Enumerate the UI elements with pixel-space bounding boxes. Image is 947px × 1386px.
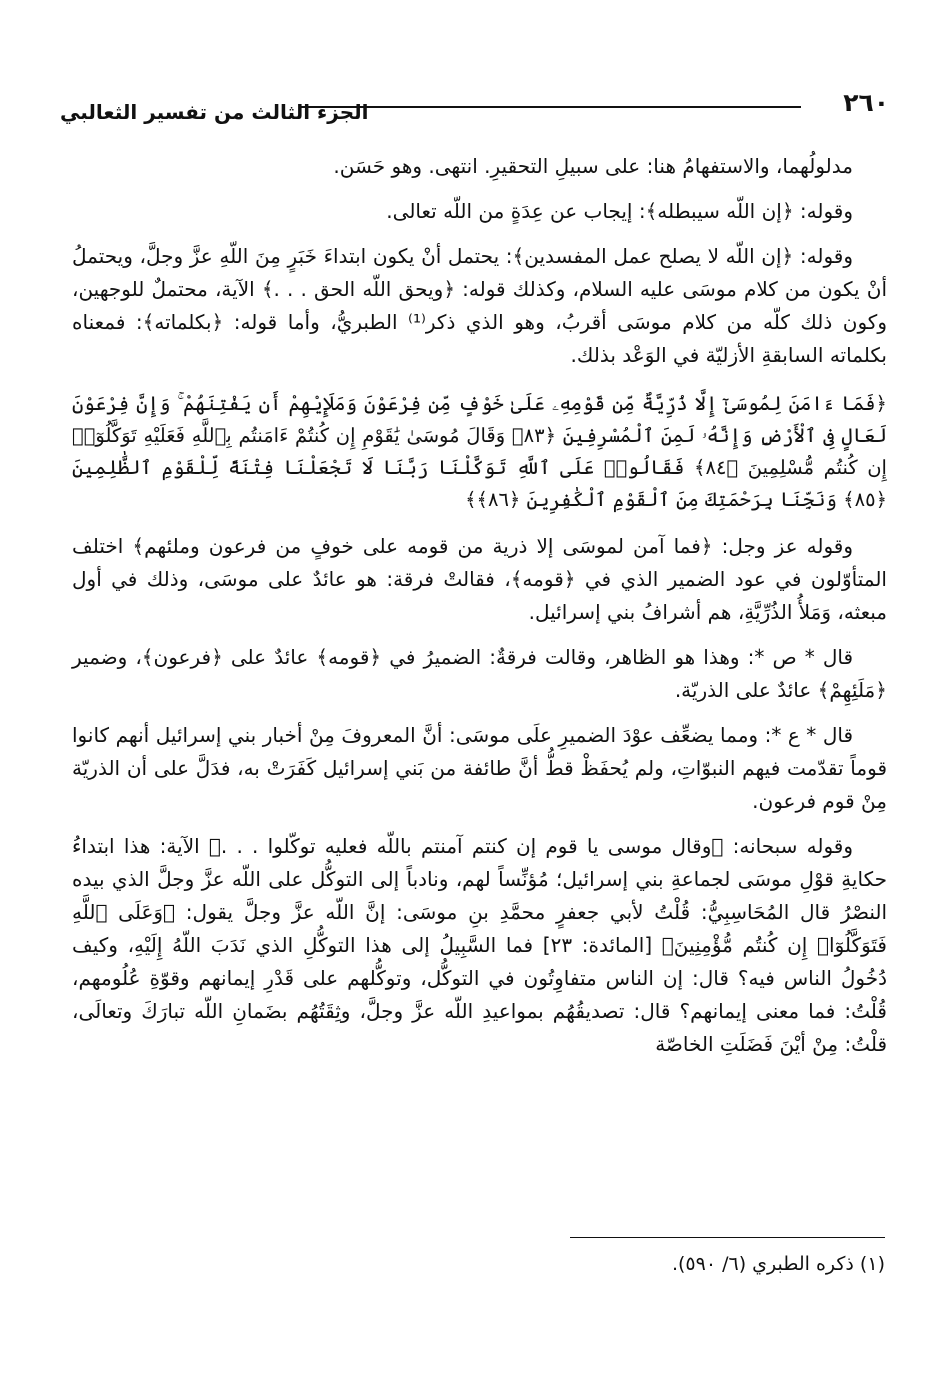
paragraph-6: قال * ص *: وهذا هو الظاهر، وقالت فرقةٌ: الضميرُ في ﴿قومه﴾ عائدٌ على ﴿فرعون﴾، وضمير ﴿مَلَئِهِمْ﴾ عائدٌ على الذريّة. [72, 645, 887, 702]
paragraph-1: مدلولُهما، والاستفهامُ هنا: على سبيلِ التحقيرِ. انتهى. وهو حَسَن. [333, 154, 853, 178]
footnote: (١) ذكره الطبري (٦/ ٥٩٠). [671, 1253, 885, 1275]
paragraph-2: وقوله: ﴿إن اللّه سيبطله﴾: إيجاب عن عِدَةٍ من اللّه تعالى. [386, 199, 853, 223]
paragraph-3: وقوله: ﴿إن اللّه لا يصلح عمل المفسدين﴾: يحتمل أنْ يكون ابتداءَ خَبَرٍ مِنَ اللّهِ عزَّ وجلَّ، ويحتملُ أنْ يكون من كلام موسَى عليه السلام، وكذلك قوله: ﴿ويحق اللّه الحق . . .﴾ الآية، محتملٌ للوجهين، وكون ذلك كلّه من كلام موسَى أقربُ، وهو الذي ذكر⁽¹⁾ الطبريُّ، وأما قوله: ﴿بكلماته﴾: فمعناه بكلماته السابقةِ الأزليّة في الوَعْد بذلك. [72, 244, 887, 367]
header-rule [300, 106, 801, 108]
paragraph-8: وقوله سبحانه: ﴿وقال موسى يا قوم إن كنتم آمنتم باللّه فعليه توكّلوا . . .﴾ الآية: هذا ابتداءُ حكايةِ قوْلِ موسَى لجماعةِ بني إسرائيل؛ مُؤنِّساً لهم، ونادباً إلى التوكُّل على اللّه عزَّ وجلَّ الذي بيده النصْرُ قال المُحَاسِبِيُّ: قُلْتُ لأبي جعفرٍ محمَّدِ بنِ موسَى: إنَّ اللّه عزَّ وجلَّ يقول: ﴿وَعَلَى ٱللَّهِ فَتَوَكَّلُوٓا۟ إِن كُنتُم مُّؤْمِنِينَ﴾ [المائدة: ٢٣] فما السَّبِيلُ إلى هذا التوكُّلِ الذي نَدَبَ اللّهُ إِلَيْهِ، وكيف دُخُولُ الناس فيه؟ قال: إن الناس متفاوِتُون في التوكُّل، وتوكُّلهم على قَدْرِ إيمانهم وقوّةِ عُلُومهم، قُلْتُ: فما معنى إيمانهم؟ قال: تصديقُهُم بمواعيدِ اللّه عزَّ وجلَّ، وثِقَتُهُم بضَمانِ اللّه تبارَكَ وتعالَى، قلْتُ: مِنْ أيْنَ فَضَلَتِ الخاصّة [72, 834, 887, 1056]
footnote-rule [570, 1237, 885, 1238]
running-title: الجزء الثالث من تفسير الثعالبي [60, 100, 369, 124]
page-number: ٢٦٠ [843, 88, 889, 117]
quran-verses-block: ﴿فَمَا ءَامَنَ لِمُوسَىٰٓ إِلَّا ذُرِّيَّةٌ مِّن قَوْمِهِۦ عَلَىٰ خَوْفٍ مِّن فِرْعَوْنَ وَمَلَإِيْهِمْ أَن يَفْتِنَهُمْ ۚ وَإِنَّ فِرْعَوْنَ لَعَالٍ فِى ٱلْأَرْضِ وَإِنَّهُۥ لَمِنَ ٱلْمُسْرِفِينَ ﴿٨٣﴾ وَقَالَ مُوسَىٰ يَٰقَوْمِ إِن كُنتُمْ ءَامَنتُم بِٱللَّهِ فَعَلَيْهِ تَوَكَّلُوٓا۟ إِن كُنتُم مُّسْلِمِينَ ﴿٨٤﴾ فَقَالُوا۟ عَلَى ٱللَّهِ تَوَكَّلْنَا رَبَّنَا لَا تَجْعَلْنَا فِتْنَةً لِّلْقَوْمِ ٱلظَّٰلِمِينَ ﴿٨٥﴾ وَنَجِّنَا بِرَحْمَتِكَ مِنَ ٱلْقَوْمِ ٱلْكَٰفِرِينَ ﴿٨٦﴾﴾ [72, 392, 887, 511]
page-header [60, 88, 889, 128]
main-text [72, 150, 887, 1073]
paragraph-5: وقوله عز وجل: ﴿فما آمن لموسَى إلا ذرية من قومه على خوفٍ من فرعون وملئهم﴾ اختلف المتأوّلون في عود الضمير الذي في ﴿قومه﴾، فقالتْ فرقة: هو عائدٌ على موسَى، وذلك في أول مبعثه، وَمَلأُ الذُرِّيَّةِ، هم أشرافُ بني إسرائيل. [72, 534, 887, 624]
paragraph-7: قال * ع *: ومما يضعِّف عوْدَ الضميرِ علَى موسَى: أنَّ المعروفَ مِنْ أخبار بني إسرائيل أنهم كانوا قوماً تقدّمت فيهم النبوّاتِ، ولم يُحفَظْ قطُّ أنَّ طائفة من بَني إسرائيل كَفَرَتْ به، فدَلَّ على أن الذريّة مِنْ قوم فرعون. [72, 723, 887, 813]
